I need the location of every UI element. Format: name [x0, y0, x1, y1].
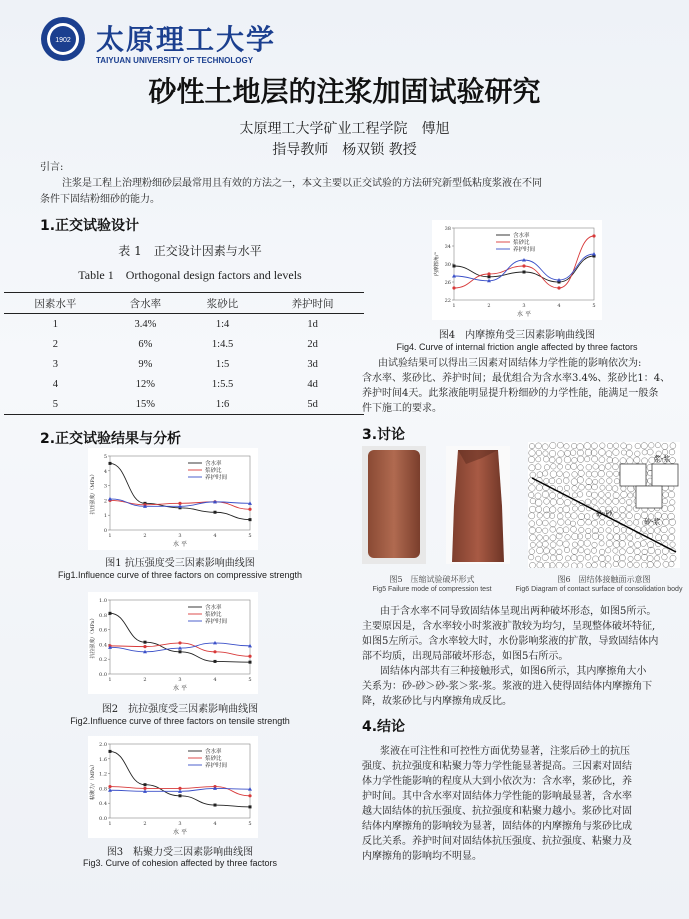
university-name-en: TAIYUAN UNIVERSITY OF TECHNOLOGY: [96, 56, 254, 65]
table-header-cell: 养护时间: [291, 298, 334, 310]
data-point: [179, 650, 182, 653]
x-tick-label: 2: [143, 533, 147, 539]
result-text-2: 含水率、浆砂比、养护时间；最优组合为含水率3.4%、浆砂比1：4、: [362, 373, 671, 384]
table-cell: 3.4%: [134, 318, 157, 330]
section-3-title: 3.讨论: [362, 427, 406, 443]
table-cell: 5: [52, 398, 59, 410]
plot-frame: [110, 456, 250, 530]
x-tick-label: 5: [248, 821, 252, 827]
table-cell: 12%: [135, 378, 156, 390]
conclusion-line6: 结体内摩擦角的影响较为显著，固结体的内摩擦角与浆砂比成: [362, 821, 632, 832]
fig5-caption-en: Fig5 Failure mode of compression test: [372, 586, 492, 593]
x-tick-label: 1: [108, 821, 112, 827]
data-point: [214, 511, 217, 514]
fig5-specimen-right-photo: [446, 446, 510, 564]
y-axis-label: 抗压强度/（MPa）: [90, 471, 96, 515]
legend-label: 浆砂比: [205, 756, 222, 762]
y-tick-label: 0.0: [99, 672, 107, 678]
y-tick-label: 34: [444, 244, 451, 250]
x-tick-label: 5: [248, 533, 252, 539]
conclusion-line4: 护时间。其中含水率对固结体力学性能的影响最显著，含水率: [362, 791, 632, 802]
table-row: [4, 314, 364, 335]
fig5-caption-cn: 图5 压缩试验破坏形式: [389, 575, 475, 584]
intro-text-2: 条件下固结粉细砂的能力。: [40, 194, 160, 205]
table-cell: 5d: [307, 398, 318, 410]
intro-label: 引言:: [40, 162, 64, 173]
conclusion-line2: 强度、抗拉强度和粘聚力等力学性能显著提高。三因素对固结: [362, 761, 632, 772]
table-cell: 4d: [307, 378, 318, 390]
discussion-p2-line1: 固结体内部共有三种接触形式，如图6所示，其内摩擦角大小: [380, 666, 647, 677]
data-point: [557, 286, 560, 289]
data-point: [453, 265, 456, 268]
y-tick-label: 30: [444, 262, 451, 268]
table-header-cell: 浆砂比: [206, 298, 239, 310]
fig4-friction-angle-chart: [432, 220, 602, 320]
y-tick-label: 3: [103, 483, 107, 490]
table-cell: 1:6: [215, 398, 230, 410]
table-caption-en: Table 1 Orthogonal design factors and levels: [78, 268, 302, 282]
legend-label: 含水率: [513, 233, 530, 239]
table-cell: 1:5: [215, 358, 230, 370]
fig1-caption-en: Fig1.Influence curve of three factors on compressive strength: [57, 570, 303, 580]
logo-year: 1902: [55, 37, 71, 44]
discussion-p1-line2: 主要原因是，含水率较小时浆液扩散较为均匀，呈现整体破坏特征,: [362, 621, 656, 632]
data-point: [214, 804, 217, 807]
x-axis-label: 水 平: [173, 829, 187, 836]
y-tick-label: 22: [444, 298, 451, 304]
table-cell: 1:4.5: [211, 338, 234, 350]
author-line: 太原理工大学矿业工程学院 傅旭: [239, 121, 450, 137]
x-tick-label: 4: [213, 677, 217, 683]
legend-label: 浆砂比: [205, 468, 222, 474]
y-tick-label: 0.6: [99, 627, 107, 634]
fig6-contact-surface-diagram: [528, 442, 680, 568]
orthogonal-design-table: [4, 292, 364, 415]
university-name-cn: 太原理工大学: [96, 23, 277, 56]
data-point: [109, 750, 112, 753]
series-line: [110, 751, 250, 807]
series-line: [110, 613, 250, 662]
result-text-3: 养护时间4天。此浆液能明显提升粉细砂的力学性能，能满足一般条: [362, 388, 659, 399]
x-tick-label: 5: [592, 303, 596, 309]
plot-frame: [110, 600, 250, 674]
fig1-compressive-chart: [88, 448, 258, 550]
label-sand-sand: 砂-砂: [596, 510, 613, 518]
data-point: [178, 641, 181, 644]
table-cell: 15%: [135, 398, 156, 410]
label-sand-slurry: 砂-浆: [644, 518, 661, 526]
result-text-4: 件下施工的要求。: [362, 403, 442, 414]
table-cell: 1:5.5: [211, 378, 234, 390]
table-cell: 9%: [138, 358, 153, 370]
table-cell: 1: [52, 318, 59, 330]
data-point: [249, 805, 252, 808]
discussion-p1-line4: 部不均质，出现局部破坏形态，如图5右所示。: [362, 651, 569, 662]
table-header-cell: 因素水平: [34, 298, 77, 310]
data-point: [213, 650, 216, 653]
plot-frame: [110, 744, 250, 818]
discussion-p2-line3: 降，故浆砂比与内摩擦角成反比。: [362, 696, 512, 707]
table-row: [4, 394, 364, 415]
table-cell: 1d: [307, 318, 318, 330]
intro-text-1: 注浆是工程上治理粉细砂层最常用且有效的方法之一，本文主要以正交试验的方法研究新型低粘度浆液在不同: [62, 178, 542, 189]
table-cell: 2: [52, 338, 59, 350]
data-point: [249, 518, 252, 521]
data-point: [592, 234, 595, 237]
y-tick-label: 0: [103, 528, 107, 534]
y-tick-label: 0.4: [99, 801, 107, 808]
y-tick-label: 0.0: [99, 816, 107, 822]
data-point: [144, 641, 147, 644]
data-point: [214, 660, 217, 663]
y-tick-label: 1: [103, 513, 107, 520]
data-point: [109, 612, 112, 615]
fig4-caption-en: Fig4. Curve of internal friction angle affected by three factors: [396, 342, 638, 352]
discussion-p1-line3: 如图5左所示。含水率较大时，水份影响浆液的扩散，导致固结体内: [362, 636, 659, 647]
x-tick-label: 4: [213, 821, 217, 827]
fig6-caption-cn: 图6 固结体接触面示意图: [557, 575, 651, 584]
legend-label: 养护时间: [205, 619, 228, 625]
table-row: [4, 334, 364, 354]
x-tick-label: 4: [557, 303, 561, 309]
y-tick-label: 0.4: [99, 642, 107, 649]
table-caption-cn: 表 1 正交设计因素与水平: [118, 244, 262, 258]
x-tick-label: 5: [248, 677, 252, 683]
data-point: [108, 785, 111, 788]
legend-label: 浆砂比: [513, 240, 530, 246]
poster-title: 砂性土地层的注浆加固试验研究: [148, 75, 541, 108]
conclusion-line5: 越大固结体的抗压强度、抗拉强度和粘聚力越小。浆砂比对固: [362, 806, 632, 817]
data-point: [248, 508, 251, 511]
legend-label: 养护时间: [513, 247, 536, 253]
data-point: [249, 661, 252, 664]
fig3-cohesion-chart: [88, 736, 258, 838]
y-axis-label: 抗拉强度/（MPa）: [90, 615, 96, 659]
label-slurry-slurry: 浆-浆: [654, 455, 671, 463]
data-point: [143, 645, 146, 648]
table-row: [4, 374, 364, 394]
fig3-caption-cn: 图3 粘聚力受三因素影响曲线图: [106, 847, 254, 858]
x-tick-label: 3: [178, 821, 182, 827]
y-tick-label: 2.0: [99, 742, 107, 748]
x-tick-label: 3: [178, 533, 182, 539]
section-1-title: 1.正交试验设计: [40, 218, 140, 234]
fig1-caption-cn: 图1 抗压强度受三因素影响曲线图: [105, 558, 255, 569]
x-tick-label: 2: [143, 821, 147, 827]
discussion-p1-line1: 由于含水率不同导致固结体呈现出两种破坏形态，如图5所示。: [380, 606, 657, 617]
data-point: [487, 272, 490, 275]
conclusion-line3: 体力学性能影响的程度从大到小依次为：含水率，浆砂比，养: [362, 776, 632, 787]
y-tick-label: 38: [444, 226, 451, 232]
x-tick-label: 2: [143, 677, 147, 683]
x-tick-label: 3: [522, 303, 526, 309]
x-axis-label: 水 平: [173, 541, 187, 548]
fig3-caption-en: Fig3. Curve of cohesion affected by three factors: [83, 858, 277, 868]
y-tick-label: 1.6: [99, 756, 107, 763]
fig5-specimen-left-photo: [362, 446, 426, 564]
table-header-row: [4, 293, 364, 314]
x-axis-label: 水 平: [173, 685, 187, 692]
table-cell: 3d: [307, 358, 318, 370]
y-tick-label: 2: [103, 498, 107, 505]
legend-label: 浆砂比: [205, 612, 222, 618]
y-tick-label: 1.2: [99, 771, 107, 778]
table-cell: 1:4: [215, 318, 230, 330]
data-point: [144, 783, 147, 786]
data-point: [452, 286, 455, 289]
x-tick-label: 1: [108, 677, 112, 683]
table-cell: 3: [52, 358, 59, 370]
x-axis-label: 水 平: [517, 311, 531, 318]
x-tick-label: 1: [452, 303, 456, 309]
conclusion-line1: 浆液在可注性和可控性方面优势显著，注浆后砂土的抗压: [380, 746, 630, 757]
table-cell: 4: [52, 378, 59, 390]
table-header-cell: 含水率: [129, 298, 162, 310]
table-cell: 6%: [138, 338, 153, 350]
y-axis-label: 内摩擦角/°: [434, 251, 440, 277]
legend-label: 含水率: [205, 605, 222, 611]
table-cell: 2d: [307, 338, 318, 350]
result-text-1: 由试验结果可以得出三因素对固结体力学性能的影响依次为:: [378, 358, 642, 369]
fig2-tensile-chart: [88, 592, 258, 694]
fig4-caption-cn: 图4 内摩擦角受三因素影响曲线图: [438, 330, 596, 341]
y-axis-label: 粘聚力/（MPa）: [90, 762, 96, 800]
university-logo-icon: [40, 16, 86, 62]
section-4-title: 4.结论: [362, 719, 406, 735]
discussion-p2-line2: 关系为：砂-砂＞砂-浆＞浆-浆。浆液的进入使得固结体内摩擦角下: [362, 681, 653, 692]
fig2-caption-en: Fig2.Influence curve of three factors on tensile strength: [70, 716, 290, 726]
data-point: [248, 655, 251, 658]
conclusion-line8: 内摩擦角的影响均不明显。: [362, 851, 482, 862]
conclusion-line7: 反比关系。养护时间对固结体抗压强度、抗拉强度、粘聚力及: [362, 836, 632, 847]
table-row: [4, 354, 364, 374]
data-point: [179, 794, 182, 797]
legend-label: 养护时间: [205, 475, 228, 481]
y-tick-label: 0.2: [99, 657, 107, 664]
series-line: [110, 463, 250, 519]
advisor-line: 指导教师 杨双锁 教授: [272, 142, 417, 158]
fig6-caption-en: Fig6 Diagram of contact surface of consolidation body: [515, 586, 683, 593]
data-point: [248, 794, 251, 797]
x-tick-label: 4: [213, 533, 217, 539]
x-tick-label: 1: [108, 533, 112, 539]
y-tick-label: 1.0: [99, 598, 107, 604]
data-point: [522, 264, 525, 267]
data-point: [109, 462, 112, 465]
legend-label: 含水率: [205, 461, 222, 467]
y-tick-label: 26: [444, 280, 451, 286]
y-tick-label: 0.8: [99, 612, 107, 619]
y-tick-label: 5: [103, 454, 107, 460]
data-point: [488, 275, 491, 278]
section-2-title: 2.正交试验结果与分析: [40, 431, 182, 447]
data-point: [523, 271, 526, 274]
y-tick-label: 0.8: [99, 786, 107, 793]
legend-label: 养护时间: [205, 763, 228, 769]
fig2-caption-cn: 图2 抗拉强度受三因素影响曲线图: [101, 704, 259, 715]
y-tick-label: 4: [103, 468, 107, 475]
legend-label: 含水率: [205, 749, 222, 755]
x-tick-label: 3: [178, 677, 182, 683]
x-tick-label: 2: [487, 303, 491, 309]
